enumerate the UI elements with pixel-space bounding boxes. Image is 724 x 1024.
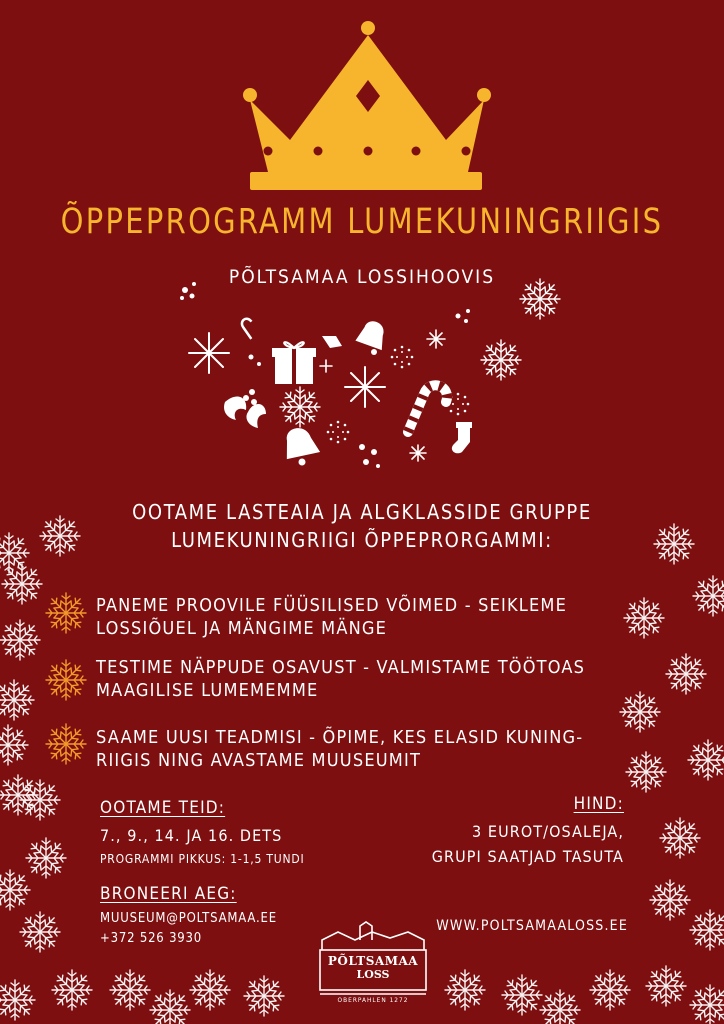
logo-line-3: OBERPAHLEN 1272 [337,996,409,1004]
bullet-1 [96,594,656,640]
crown-icon [243,21,491,190]
logo-line-2: LOSS [356,968,390,981]
booking-label: BRONEERI AEG: [100,884,237,904]
intro-text [0,498,724,554]
bullet-1-line-2: LOSSIÕUEL JA MÄNGIME MÄNGE [96,618,388,639]
intro-line-2: LUMEKUNINGRIIGI ÕPPEPRORGAMMI: [171,528,553,552]
bullet-1-line-1: PANEME PROOVILE FÜÜSILISED VÕIMED - SEIKLEME [96,595,568,616]
price-label: HIND: [573,794,624,814]
logo-line-1: PÕLTSAMAA [327,954,419,968]
booking-email[interactable]: MUUSEUM@POLTSAMAA.EE [100,911,277,926]
stocking-icon [452,422,472,453]
dates-label: OOTAME TEID: [100,798,226,818]
snowflake-icon [481,340,521,380]
christmas-icons [180,279,560,468]
price-line-2: GRUPI SAATJAD TASUTA [431,847,624,866]
holly-icon [224,389,266,428]
bullet-2-line-1: TESTIME NÄPPUDE OSAVUST - VALMISTAME TÖÖTOAS [96,657,586,678]
program-duration: PROGRAMMI PIKKUS: 1-1,5 TUNDI [100,852,305,866]
website-link[interactable]: WWW.POLTSAMAALOSS.EE [436,918,628,934]
bullet-snowflakes [46,593,86,764]
intro-line-1: OOTAME LASTEAIA JA ALGKLASSIDE GRUPPE [132,500,592,524]
booking-phone[interactable]: +372 526 3930 [100,931,203,946]
bullet-3 [96,726,656,772]
bullet-2 [96,656,656,702]
gift-icon [272,342,316,384]
price-line-1: 3 EUROT/OSALEJA, [471,822,624,841]
dates-value: 7., 9., 14. JA 16. DETS [100,826,283,845]
page-title: ÕPPEPROGRAMM LUMEKUNINGRIIGIS [60,202,664,242]
bullet-2-line-2: MAAGILISE LUMEMEMME [96,680,319,701]
bullet-3-line-2: RIIGIS NING AVASTAME MUUSEUMIT [96,750,422,771]
page-subtitle: PÕLTSAMAA LOSSIHOOVIS [228,266,496,288]
bullet-3-line-1: SAAME UUSI TEADMISI - ÕPIME, KES ELASID KUNING- [96,727,584,748]
candy-cane-icon [408,385,447,432]
